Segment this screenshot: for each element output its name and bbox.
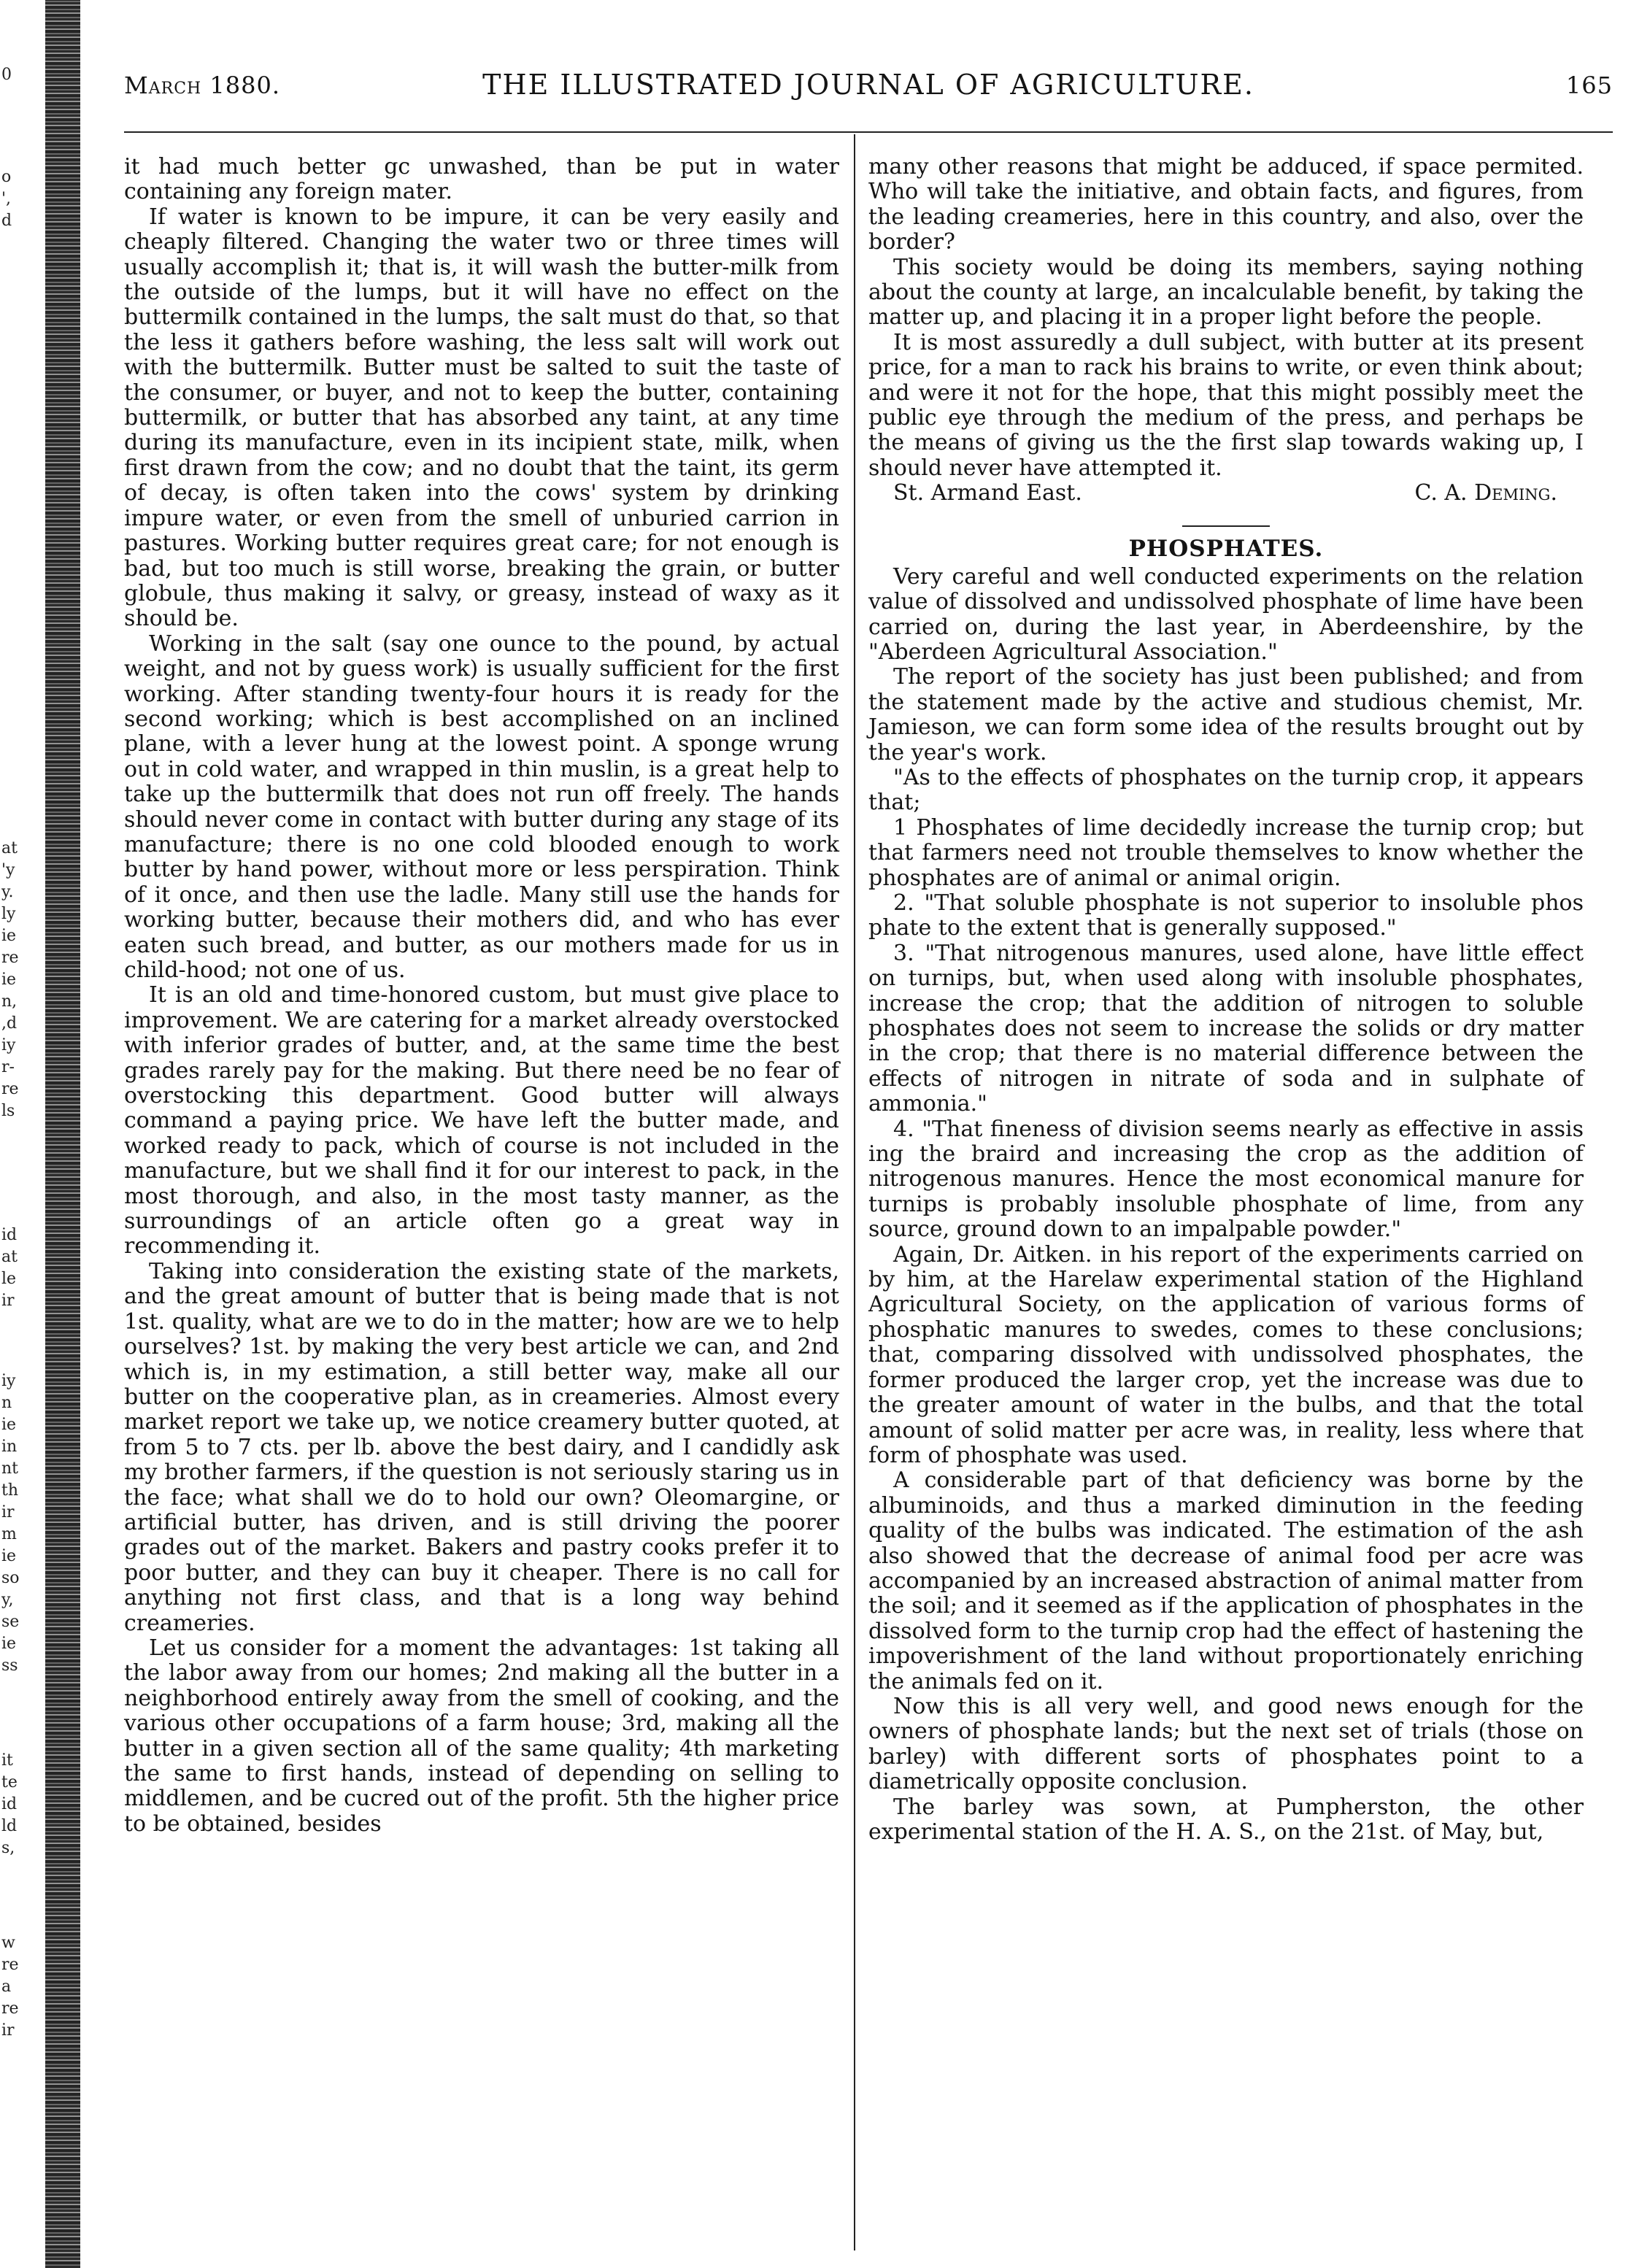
signature-author: C. A. Deming. — [1414, 480, 1557, 506]
paragraph: it had much better gc unwashed, than be put in water containing any foreign mater. — [124, 154, 839, 205]
paragraph: This society would be doing its members, saying nothing about the county at large, an incalculable benefit, by taking the matter up, and placing it in a proper light before the people. — [868, 254, 1584, 331]
paragraph: Now this is all very well, and good news enough for the owners of phosphate lands; but the next set of trials (those on barley) with different sorts of phosphates point to a diametrically opposite conclusion. — [868, 1693, 1584, 1795]
paragraph: Working in the salt (say one ounce to the pound, by actual weight, and not by guess work) is usually sufficient for the first working. After standing twenty-four hours it is ready for the second working; which is best accomplished on an inclined plane, with a lever hung at the lowest point. A sponge wrung out in cold water, and wrapped in thin muslin, is a great help to take up the buttermilk that does not run off freely. The hands should never come in contact with butter during any stage of its manufacture; there is no one cold blooded enough to work butter by hand power, without more or less perspiration. Think of it once, and then use the ladle. Many still use the hands for working butter, because their mothers did, and who has ever eaten such bread, and butter, as our mothers made for us in child-hood; not one of us. — [124, 630, 839, 983]
margin-fragment: ie — [1, 971, 17, 989]
paragraph: Again, Dr. Aitken. in his report of the experiments carried on by him, at the Harelaw experimental station of the Highland Agricultural Society, on the application of various forms of phosphatic manures to swedes, comes to these conclusions; that, comparing dissolved with undissolved phosphates, the former produced the larger crop, yet the increase was due to the greater amount of water in the bulbs, and that the total amount of solid matter per acre was, in reality, less where that form of phosphate was used. — [868, 1241, 1584, 1468]
paragraph: Let us consider for a moment the advantages: 1st taking all the labor away from our homes; 2nd making all the butter in a neighborhood entirely away from the smell of cooking, and the various other occupations of a farm house; 3rd, making all the butter in a given section all of the same quality; 4th marketing the same to first hands, instead of depending on selling to middlemen, and be cucred out of the profit. 5th the higher price to be obtained, besides — [124, 1635, 839, 1837]
margin-fragment: ', — [1, 190, 12, 208]
page-binding-edge — [45, 0, 80, 2268]
margin-fragment: n, — [1, 992, 18, 1011]
paragraph: If water is known to be impure, it can be very easily and cheaply filtered. Changing the water two or three times will usually accomplish it; that is, it will wash the butter-milk from the outside of the lumps, but it will have no effect on the buttermilk contained in the lumps, the salt must do that, so that the less it gathers before washing, the less salt will work out with the buttermilk. Butter must be salted to suit the taste of the consumer, or buyer, and not to keep the butter, containing buttermilk, or butter that has absorbed any taint, at any time during its manufacture, even in its incipient state, milk, when first drawn from the cow; and no doubt that the taint, its germ of decay, is often taken into the cows' system by drinking impure water, or even from the smell of unburied carrion in pastures. Working butter requires great care; for not enough is bad, but too much is still worse, breaking the grain, or butter globule, thus making it salvy, or greasy, instead of waxy as it should be. — [124, 204, 839, 632]
margin-fragment: ir — [1, 1292, 15, 1310]
margin-fragment: n — [1, 1394, 12, 1412]
paragraph: The report of the society has just been published; and from the statement made by the active and studious chemist, Mr. Jamieson, we can form some idea of the results brought out by the year's work. — [868, 664, 1584, 765]
margin-fragment: in — [1, 1438, 18, 1456]
margin-fragment: 0 — [1, 66, 12, 84]
paragraph: Taking into consideration the existing state of the markets, and the great amount of butter that is being made that is not 1st. quality, what are we to do in the matter; how are we to help ourselves? 1st. by making the very best article we can, and 2nd which is, in my estimation, a still better way, make all our butter on the cooperative plan, as in creameries. Almost every market report we take up, we notice creamery butter quoted, at from 5 to 7 cts. per lb. above the best dairy, and I candidly ask my brother farmers, if the question is not seriously staring us in the face; what shall we do to hold our own? Oleomargine, or artificial butter, has driven, and is still driving the poorer grades out of the market. Bakers and pastry cooks prefer it to poor butter, and they can buy it cheaper. There is no call for anything not first class, and that is a long way behind creameries. — [124, 1258, 839, 1636]
margin-fragment: a — [1, 1978, 12, 1996]
margin-fragment: th — [1, 1481, 19, 1500]
paragraph: Very careful and well conducted experiments on the relation value of dissolved and undissolved phosphate of lime have been carried on, during the last year, in Aberdeenshire, by the "Aberdeen Agricultural Association." — [868, 563, 1584, 665]
paragraph: The barley was sown, at Pumpherston, the other experimental station of the H. A. S., on the 21st. of May, but, — [868, 1794, 1584, 1845]
margin-fragment: le — [1, 1270, 17, 1288]
header-title: THE ILLUSTRATED JOURNAL OF AGRICULTURE. — [482, 69, 1254, 101]
margin-fragment: ,d — [1, 1014, 18, 1033]
margin-fragment: m — [1, 1525, 17, 1543]
margin-fragment: iy — [1, 1372, 16, 1390]
column-divider — [854, 134, 855, 2250]
paragraph: It is an old and time-honored custom, but must give place to improvement. We are catering for a market already overstocked with inferior grades of butter, and, at the same time the best grades rarely pay for the making. But there need be no fear of overstocking this department. Good butter will always command a paying price. We have left the butter made, and worked ready to pack, which of course is not included in the manufacture, but we shall find it for our interest to pack, in the most thorough, and also, in the most tasty manner, as the surroundings of an article often go a great way in recommending it. — [124, 982, 839, 1260]
margin-fragment: 'y — [1, 861, 15, 879]
margin-fragment: te — [1, 1773, 18, 1791]
margin-fragment: se — [1, 1613, 20, 1631]
article-signature — [868, 481, 1584, 506]
margin-fragment: it — [1, 1751, 13, 1770]
margin-fragment: re — [1, 949, 19, 967]
paragraph: 4. "That fineness of division seems nearly as effective in assis ing the braird and increasing the crop as the addition of nitrogenous manures. Hence the most economical manure for turnips is probably insoluble phosphate of lime, from any source, ground down to an impalpable powder." — [868, 1116, 1584, 1243]
margin-fragment: id — [1, 1226, 18, 1244]
margin-fragment: ie — [1, 927, 17, 945]
margin-fragment: o — [1, 168, 12, 186]
margin-fragment: r- — [1, 1058, 15, 1076]
margin-fragment: re — [1, 1080, 19, 1098]
margin-fragment: w — [1, 1934, 15, 1952]
margin-fragment: d — [1, 212, 12, 230]
margin-fragment: iy — [1, 1036, 16, 1054]
paragraph: 3. "That nitrogenous manures, used alone, have little effect on turnips, but, when used along with insoluble phosphates, increase the crop; that the addition of nitrogen to soluble phosphates does not seem to increase the solids or dry matter in the crop; that there is no material difference between the effects of nitrogen in nitrate of soda and in sulphate of ammonia." — [868, 940, 1584, 1117]
paragraph: It is most assuredly a dull subject, with butter at its present price, for a man to rack his brains to write, or even think about; and were it not for the hope, that this might possibly meet the public eye through the medium of the press, and perhaps be the means of giving us the the first slap towards waking up, I should never have attempted it. — [868, 329, 1584, 481]
margin-fragment: so — [1, 1569, 20, 1587]
margin-fragment: ir — [1, 1503, 15, 1521]
margin-fragment: re — [1, 1999, 19, 2018]
paragraph: "As to the effects of phosphates on the turnip crop, it appears that; — [868, 764, 1584, 816]
margin-fragment: ir — [1, 2021, 15, 2040]
margin-fragment: y, — [1, 1591, 14, 1609]
left-column — [124, 155, 839, 1837]
paragraph: 1 Phosphates of lime decidedly increase the turnip crop; but that farmers need not trouble themselves to know whether the phosphates are of animal or animal origin. — [868, 814, 1584, 891]
journal-page — [124, 67, 1613, 2256]
paragraph: A considerable part of that deficiency was borne by the albuminoids, and thus a marked diminution in the feeding quality of the bulbs was indicated. The estimation of the ash also showed that the decrease of animal food per acre was accompanied by an increased abstraction of animal matter from the soil; and it seemed as if the application of phosphates in the dissolved form to the turnip crop had the effect of hastening the impoverishment of the land without proportionately enriching the animals fed on it. — [868, 1467, 1584, 1694]
section-heading: PHOSPHATES. — [1128, 535, 1324, 562]
margin-fragment: y. — [1, 883, 14, 901]
margin-fragment: re — [1, 1956, 19, 1974]
section-separator — [1182, 525, 1270, 527]
margin-fragment: ls — [1, 1102, 15, 1120]
margin-fragment: nt — [1, 1459, 19, 1478]
margin-fragment: s, — [1, 1839, 15, 1857]
margin-fragment: ld — [1, 1817, 18, 1835]
margin-fragment: at — [1, 1248, 18, 1266]
header-rule — [124, 131, 1613, 133]
right-column — [868, 155, 1584, 1845]
margin-fragment: at — [1, 839, 18, 857]
running-header — [124, 67, 1613, 111]
margin-fragment: ss — [1, 1656, 18, 1675]
margin-fragment: ie — [1, 1416, 17, 1434]
margin-fragment: id — [1, 1795, 18, 1813]
paragraph: 2. "That soluble phosphate is not superior to insoluble phos phate to the extent that is generally supposed." — [868, 890, 1584, 941]
header-date: March 1880. — [124, 72, 281, 99]
signature-place: St. Armand East. — [893, 480, 1082, 506]
margin-fragment: ie — [1, 1635, 17, 1653]
margin-fragment: ie — [1, 1547, 17, 1565]
margin-fragment: ly — [1, 905, 16, 923]
paragraph: many other reasons that might be adduced, if space permited. Who will take the initiative, and obtain facts, and figures, from the leading creameries, here in this country, and also, over the border? — [868, 154, 1584, 255]
page-number: 165 — [1565, 72, 1613, 99]
